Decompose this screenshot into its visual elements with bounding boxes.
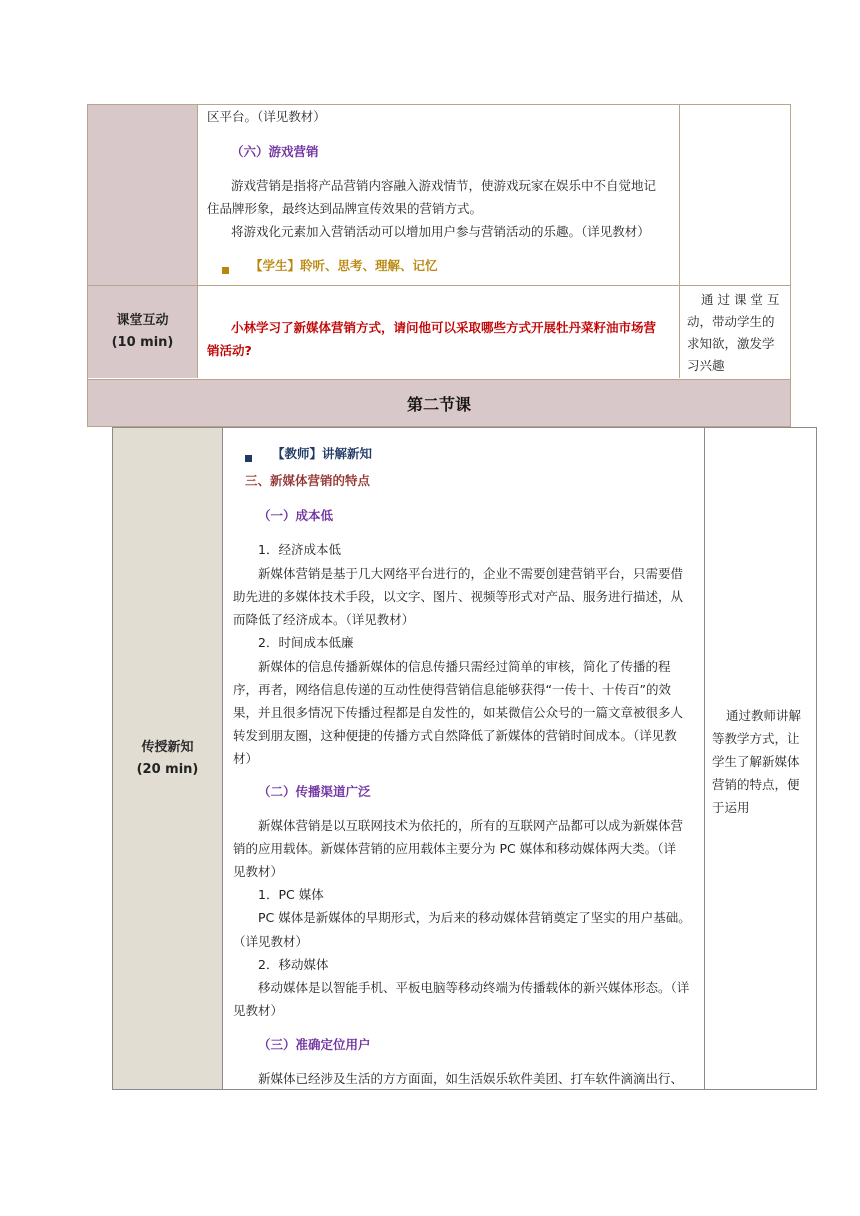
row1-text-line: 游戏营销是指将产品营销内容融入游戏情节，使游戏玩家在娱乐中不自觉地记 bbox=[231, 178, 657, 193]
classroom-question-line: 小林学习了新媒体营销方式，请问他可以采取哪些方式开展牡丹菜籽油市场营 bbox=[231, 320, 657, 335]
section-heading-game-marketing: （六）游戏营销 bbox=[231, 144, 319, 159]
body-line: 新媒体的信息传播新媒体的信息传播只需经过简单的审核，简化了传播的程 bbox=[258, 659, 671, 674]
activity-label: 传授新知 bbox=[141, 739, 194, 755]
section-title: 第二节课 bbox=[406, 394, 471, 414]
subsection-heading: （二）传播渠道广泛 bbox=[258, 784, 371, 799]
table-1-divider-v2 bbox=[679, 104, 680, 378]
teacher-activity-tag: 【教师】讲解新知 bbox=[272, 446, 373, 461]
body-line: 新媒体营销是基于几大网络平台进行的，企业不需要创建营销平台，只需要借 bbox=[258, 566, 684, 581]
teaching-note-line: 于运用 bbox=[712, 800, 750, 815]
row1-text-line: 住品牌形象，最终达到品牌宣传效果的营销方式。 bbox=[207, 201, 483, 216]
body-line: 1．PC 媒体 bbox=[258, 887, 324, 902]
table-1-divider-v1 bbox=[197, 104, 198, 378]
activity-label: 课堂互动 bbox=[116, 313, 169, 328]
row1-text-line: 将游戏化元素加入营销活动可以增加用户参与营销活动的乐趣。（详见教材） bbox=[231, 224, 650, 239]
bullet-square-icon bbox=[222, 262, 229, 277]
body-line: 材） bbox=[233, 751, 259, 766]
teaching-note-line: 动，带动学生的 bbox=[687, 314, 775, 329]
row1-text-line: 区平台。（详见教材） bbox=[207, 109, 326, 124]
teaching-note-line: 营销的特点，便 bbox=[712, 777, 800, 792]
body-line: 而降低了经济成本。（详见教材） bbox=[233, 612, 415, 627]
body-line: 序，再者，网络信息传递的互动性使得营销信息能够获得“一传十、十传百”的效 bbox=[233, 682, 671, 697]
body-line: 转发到朋友圈，这种便捷的传播方式自然降低了新媒体的营销时间成本。（详见教 bbox=[233, 728, 677, 743]
student-activity-tag: 【学生】聆听、思考、理解、记忆 bbox=[250, 258, 438, 273]
table-1-row2-label-cell bbox=[88, 286, 197, 378]
body-line: （详见教材） bbox=[233, 934, 309, 949]
subsection-heading: （一）成本低 bbox=[258, 508, 334, 523]
body-line: 助先进的多媒体技术手段，以文字、图片、视频等形式对产品、服务进行描述，从 bbox=[233, 589, 684, 604]
body-line: PC 媒体是新媒体的早期形式，为后来的移动媒体营销奠定了坚实的用户基础。 bbox=[258, 910, 691, 925]
teaching-note-line: 等教学方式，让 bbox=[712, 731, 800, 746]
table-2-label-cell bbox=[113, 428, 223, 1089]
body-line: 见教材） bbox=[233, 864, 284, 879]
teaching-note-line: 求知欲，激发学 bbox=[687, 336, 775, 351]
body-line: 果，并且很多情况下传播过程都是自发性的，如某微信公众号的一篇文章被很多人 bbox=[233, 705, 684, 720]
section-heading: 三、新媒体营销的特点 bbox=[245, 473, 371, 488]
section-title-bar bbox=[88, 379, 790, 426]
teaching-note-line: 通过教师讲解 bbox=[726, 708, 802, 723]
table-2-divider-v bbox=[704, 427, 705, 1090]
body-line: 2．移动媒体 bbox=[258, 957, 329, 972]
body-line: 1．经济成本低 bbox=[258, 542, 341, 557]
teaching-note-line: 习兴趣 bbox=[687, 358, 725, 373]
table-1-row1-label-cell bbox=[88, 105, 198, 285]
classroom-question-line: 销活动? bbox=[207, 343, 252, 358]
activity-duration: (20 min) bbox=[136, 761, 199, 777]
body-line: 移动媒体是以智能手机、平板电脑等移动终端为传播载体的新兴媒体形态。（详 bbox=[258, 980, 690, 995]
teaching-note-line: 通 过 课 堂 互 bbox=[701, 292, 780, 307]
activity-duration: (10 min) bbox=[111, 335, 174, 350]
body-line: 2．时间成本低廉 bbox=[258, 635, 354, 650]
body-line: 新媒体已经涉及生活的方方面面，如生活娱乐软件美团、打车软件滴滴出行、 bbox=[258, 1071, 684, 1086]
subsection-heading: （三）准确定位用户 bbox=[258, 1037, 371, 1052]
teaching-note-line: 学生了解新媒体 bbox=[712, 754, 800, 769]
bullet-square-icon bbox=[245, 450, 252, 465]
body-line: 销的应用载体。新媒体营销的应用载体主要分为 PC 媒体和移动媒体两大类。（详 bbox=[233, 841, 676, 856]
body-line: 新媒体营销是以互联网技术为依托的，所有的互联网产品都可以成为新媒体营 bbox=[258, 818, 684, 833]
body-line: 见教材） bbox=[233, 1003, 284, 1018]
